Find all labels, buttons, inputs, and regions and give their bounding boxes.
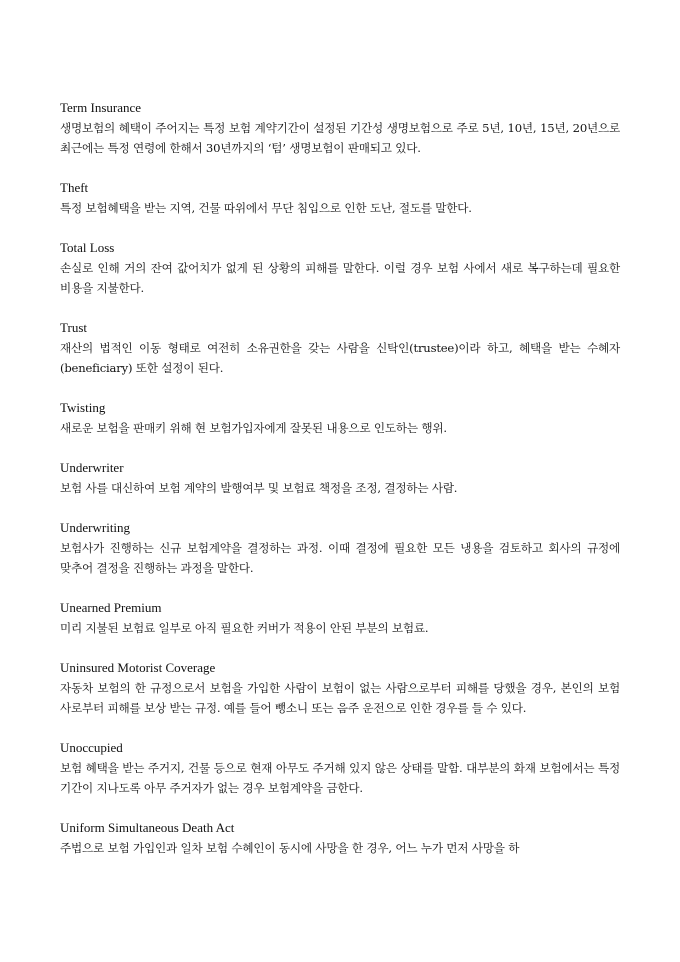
glossary-entry-twisting bbox=[60, 398, 620, 438]
entry-definition: 새로운 보험을 판매키 위해 현 보험가입자에게 잘못된 내용으로 인도하는 행위. bbox=[60, 421, 447, 435]
glossary-entry-total-loss bbox=[60, 238, 620, 298]
entry-definition: 자동차 보험의 한 규정으로서 보험을 가입한 사람이 보험이 없는 사람으로부터 피해를 당했을 경우, 본인의 보험 사로부터 피해를 보상 받는 규정. 예를 들어 뺑소니 또는 음주 운전으로 인한 경우를 들 수 있다. bbox=[60, 681, 620, 715]
entry-definition: 재산의 법적인 이동 형태로 여전히 소유권한을 갖는 사람을 신탁인(trustee)이라 하고, 혜택을 받는 수혜자(beneficiary) 또한 설정이 된다. bbox=[60, 341, 620, 375]
entry-definition: 특정 보험혜택을 받는 지역, 건물 따위에서 무단 침입으로 인한 도난, 절도를 말한다. bbox=[60, 201, 472, 215]
glossary-entry-unearned-premium bbox=[60, 598, 620, 638]
entry-term: Theft bbox=[60, 180, 89, 195]
entry-term: Unoccupied bbox=[60, 740, 123, 755]
glossary-entry-theft bbox=[60, 178, 620, 218]
entry-definition: 생명보험의 혜택이 주어지는 특정 보험 계약기간이 설정된 기간성 생명보험으로 주로 5년, 10년, 15년, 20년으로 최근에는 특정 연령에 한해서 30년까지의 ‘텀’ 생명보험이 판매되고 있다. bbox=[60, 121, 620, 155]
entry-term: Underwriting bbox=[60, 520, 131, 535]
entry-term: Unearned Premium bbox=[60, 600, 162, 615]
glossary-entry-unoccupied bbox=[60, 738, 620, 798]
entry-term: Total Loss bbox=[60, 240, 115, 255]
entry-term: Trust bbox=[60, 320, 87, 335]
entry-definition: 보험사가 진행하는 신규 보험계약을 결정하는 과정. 이때 결정에 필요한 모든 냉용을 검토하고 회사의 규정에 맞추어 결정을 진행하는 과정을 말한다. bbox=[60, 541, 620, 575]
entry-term: Term Insurance bbox=[60, 100, 142, 115]
entry-definition: 미리 지불된 보험료 일부로 아직 필요한 커버가 적용이 안된 부분의 보험료. bbox=[60, 621, 429, 635]
glossary-entry-term-insurance bbox=[60, 98, 620, 158]
glossary-entry-trust bbox=[60, 318, 620, 378]
entry-term: Uniform Simultaneous Death Act bbox=[60, 820, 235, 835]
entry-term: Uninsured Motorist Coverage bbox=[60, 660, 216, 675]
glossary-entry-uninsured-motorist-coverage bbox=[60, 658, 620, 718]
entry-definition: 주법으로 보험 가입인과 일차 보험 수혜인이 동시에 사망을 한 경우, 어느 누가 먼저 사망을 하 bbox=[60, 841, 520, 855]
entry-definition: 손실로 인해 거의 잔여 값어치가 없게 된 상황의 피해를 말한다. 이럴 경우 보험 사에서 새로 복구하는데 필요한 비용을 지불한다. bbox=[60, 261, 620, 295]
entry-definition: 보험 혜택을 받는 주거지, 건물 등으로 현재 아무도 주거해 있지 않은 상태를 말함. 대부분의 화재 보험에서는 특정 기간이 지나도록 아무 주거자가 없는 경우 보험계약을 금한다. bbox=[60, 761, 620, 795]
glossary-entry-underwriter bbox=[60, 458, 620, 498]
glossary-entry-uniform-simultaneous-death-act bbox=[60, 818, 620, 858]
glossary-entry-underwriting bbox=[60, 518, 620, 578]
entry-term: Twisting bbox=[60, 400, 106, 415]
entry-term: Underwriter bbox=[60, 460, 124, 475]
entry-definition: 보험 사를 대신하여 보험 계약의 발행여부 및 보험료 책정을 조정, 결정하는 사람. bbox=[60, 481, 458, 495]
